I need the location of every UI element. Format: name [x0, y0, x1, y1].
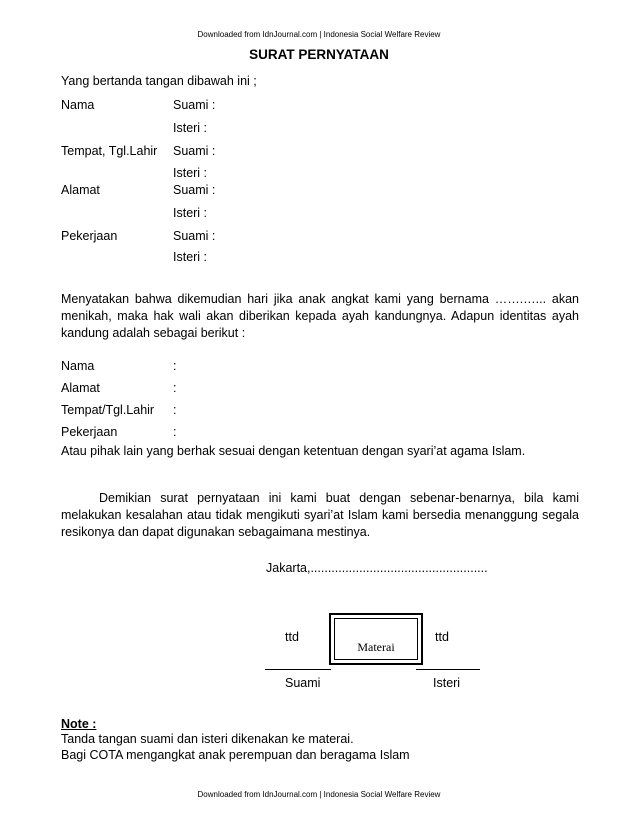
intro-text: Yang bertanda tangan dibawah ini ; — [61, 74, 257, 88]
field-suami-pekerjaan: Suami : — [173, 229, 216, 243]
father-colon-alamat: : — [173, 381, 177, 395]
signature-suami: Suami — [285, 676, 321, 690]
field-isteri-tempat-lahir: Isteri : — [173, 166, 208, 180]
closing-paragraph: Demikian surat pernyataan ini kami buat dengan sebenar-benarnya, bila kami melakukan kesalahan atau tidak mengikuti syari’at Islam kami bersedia menanggung segala resikonya dan dapat digunakan sebagaimana mestinya. — [61, 491, 579, 539]
father-label-alamat: Alamat — [61, 381, 100, 395]
signature-line-suami — [265, 669, 331, 670]
field-isteri-alamat: Isteri : — [173, 206, 208, 220]
field-suami-alamat: Suami : — [173, 183, 216, 197]
materai-stamp-box — [329, 613, 423, 665]
field-suami-tempat-lahir: Suami : — [173, 144, 216, 158]
field-isteri-pekerjaan: Isteri : — [173, 250, 208, 264]
document-title: SURAT PERNYATAAN — [249, 47, 389, 62]
father-colon-nama: : — [173, 359, 177, 373]
statement-paragraph: Menyatakan bahwa dikemudian hari jika anak angkat kami yang bernama …….…... akan menikah, maka hak wali akan diberikan kepada ayah kandungnya. Adapun identitas ayah kandung adalah sebagai berikut : — [61, 292, 579, 340]
father-colon-tempat-lahir: : — [173, 403, 177, 417]
father-colon-pekerjaan: : — [173, 425, 177, 439]
signature-isteri: Isteri — [433, 676, 461, 690]
field-label-nama: Nama — [61, 98, 95, 112]
father-label-nama: Nama — [61, 359, 95, 373]
field-suami-nama: Suami : — [173, 98, 216, 112]
field-label-tempat-lahir: Tempat, Tgl.Lahir — [61, 144, 158, 158]
other-party-text: Atau pihak lain yang berhak sesuai dengan ketentuan dengan syari’at agama Islam. — [61, 444, 526, 458]
father-label-tempat-lahir: Tempat/Tgl.Lahir — [61, 403, 155, 417]
signature-line-isteri — [416, 669, 480, 670]
note-heading: Note : — [61, 717, 97, 731]
field-isteri-nama: Isteri : — [173, 121, 208, 135]
note-line-1: Tanda tangan suami dan isteri dikenakan ke materai. — [61, 732, 354, 746]
page-header: Downloaded from IdnJournal.com | Indonesia Social Welfare Review — [197, 30, 441, 39]
field-label-alamat: Alamat — [61, 183, 100, 197]
page-footer: Downloaded from IdnJournal.com | Indonesia Social Welfare Review — [197, 790, 441, 799]
field-label-pekerjaan: Pekerjaan — [61, 229, 118, 243]
note-line-2: Bagi COTA mengangkat anak perempuan dan beragama Islam — [61, 748, 410, 762]
father-label-pekerjaan: Pekerjaan — [61, 425, 118, 439]
place-date: Jakarta,................................................... — [266, 561, 488, 575]
materai-label: Materai — [334, 618, 418, 660]
ttd-suami: ttd — [285, 630, 299, 644]
ttd-isteri: ttd — [435, 630, 449, 644]
